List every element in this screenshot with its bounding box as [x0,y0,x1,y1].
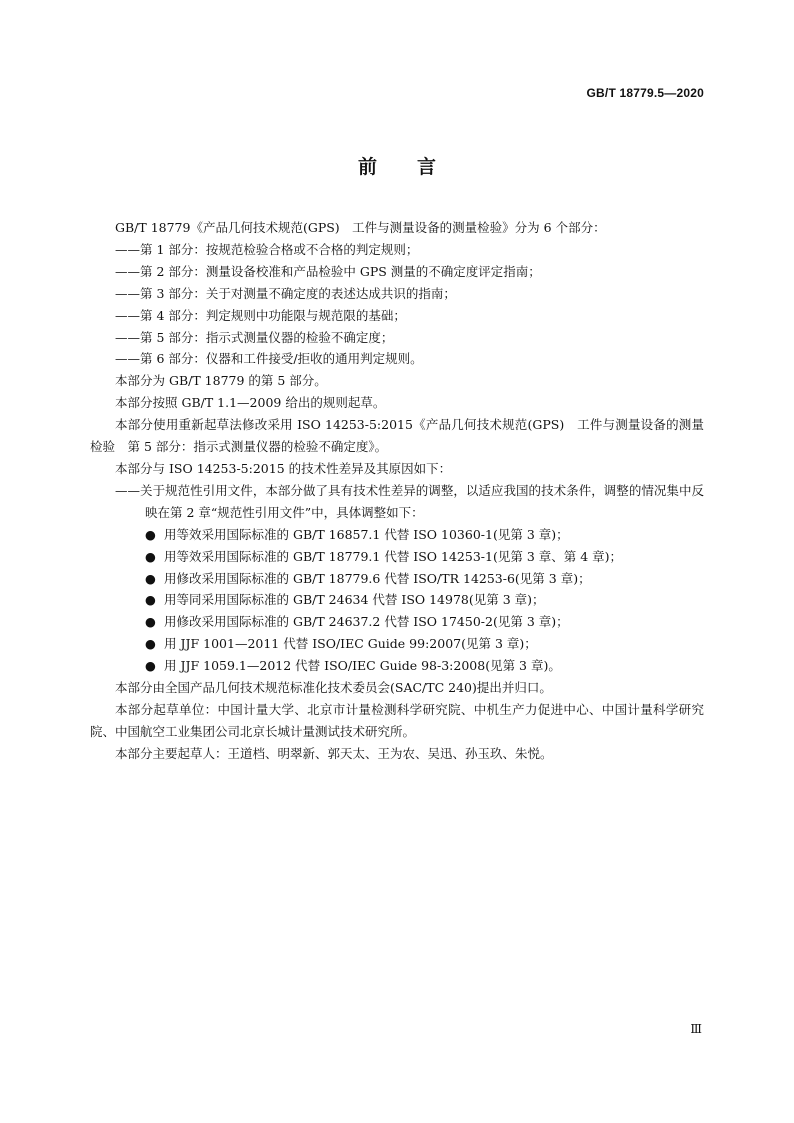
part-item: ——第 1 部分：按规范检验合格或不合格的判定规则； [115,241,419,257]
bullet-dot-icon: ● [145,592,156,608]
foreword-body [90,217,704,765]
differences-dash-item: ——关于规范性引用文件，本部分做了具有技术性差异的调整，以适应我国的技术条件，调整的情况集中反映在第 2 章“规范性引用文件”中，具体调整如下： [115,482,704,520]
standard-code: GB/T 18779.5—2020 [586,86,704,100]
bullet-text: 用等效采用国际标准的 GB/T 16857.1 代替 ISO 10360-1(见第 3 章)； [164,526,569,542]
proposed-by-paragraph: 本部分由全国产品几何技术规范标准化技术委员会(SAC/TC 240)提出并归口。 [115,680,552,696]
differences-intro-paragraph: 本部分与 ISO 14253-5:2015 的技术性差异及其原因如下： [115,460,452,476]
bullet-dot-icon: ● [145,658,156,674]
bullet-dot-icon: ● [145,570,156,586]
intro-paragraph: GB/T 18779《产品几何技术规范(GPS) 工件与测量设备的测量检验》分为 6 个部分： [115,220,606,235]
bullet-text: 用等效采用国际标准的 GB/T 18779.1 代替 ISO 14253-1(见第 3 章、第 4 章)； [164,548,623,564]
adjustment-bullet [90,589,704,611]
drafters-paragraph: 本部分主要起草人：王道档、明翠新、郭天太、王为农、吴迅、孙玉玖、朱悦。 [115,745,553,761]
bullet-text: 用修改采用国际标准的 GB/T 18779.6 代替 ISO/TR 14253-6(见第 3 章)； [164,570,591,586]
bullet-dot-icon: ● [145,636,156,652]
bullet-text: 用 JJF 1001—2011 代替 ISO/IEC Guide 99:2007(见第 3 章)； [164,636,537,652]
adjustment-bullet [90,655,704,677]
adjustment-bullet [90,611,704,633]
bullet-text: 用修改采用国际标准的 GB/T 24637.2 代替 ISO 17450-2(见第 3 章)； [164,614,569,630]
part-item: ——第 5 部分：指示式测量仪器的检验不确定度； [115,329,394,345]
bullet-dot-icon: ● [145,548,156,564]
this-part-paragraph: 本部分为 GB/T 18779 的第 5 部分。 [115,373,327,389]
adjustment-bullet [90,633,704,655]
adjustment-bullet [90,568,704,590]
bullet-text: 用等同采用国际标准的 GB/T 24634 代替 ISO 14978(见第 3 章)； [164,592,545,608]
part-item: ——第 4 部分：判定规则中功能限与规范限的基础； [115,307,406,323]
part-item: ——第 2 部分：测量设备校准和产品检验中 GPS 测量的不确定度评定指南； [115,263,541,279]
part-item: ——第 6 部分：仪器和工件接受/拒收的通用判定规则。 [115,351,423,367]
page-title: 前言 [357,156,476,178]
bullet-dot-icon: ● [145,614,156,630]
drafting-units-paragraph: 本部分起草单位：中国计量大学、北京市计量检测科学研究院、中机生产力促进中心、中国计量科学研究院、中国航空工业集团公司北京长城计量测试技术研究所。 [90,701,704,739]
bullet-text: 用 JJF 1059.1—2012 代替 ISO/IEC Guide 98-3:2008(见第 3 章)。 [164,658,561,674]
adjustment-bullet [90,546,704,568]
page-number: Ⅲ [690,1022,702,1036]
part-item: ——第 3 部分：关于对测量不确定度的表述达成共识的指南； [115,285,456,301]
adoption-paragraph: 本部分使用重新起草法修改采用 ISO 14253-5:2015《产品几何技术规范(GPS) 工件与测量设备的测量检验 第 5 部分：指示式测量仪器的检验不确定度》。 [90,417,704,455]
bullet-dot-icon: ● [145,526,156,542]
drafting-rules-paragraph: 本部分按照 GB/T 1.1—2009 给出的规则起草。 [115,395,386,411]
adjustment-bullet [90,524,704,546]
